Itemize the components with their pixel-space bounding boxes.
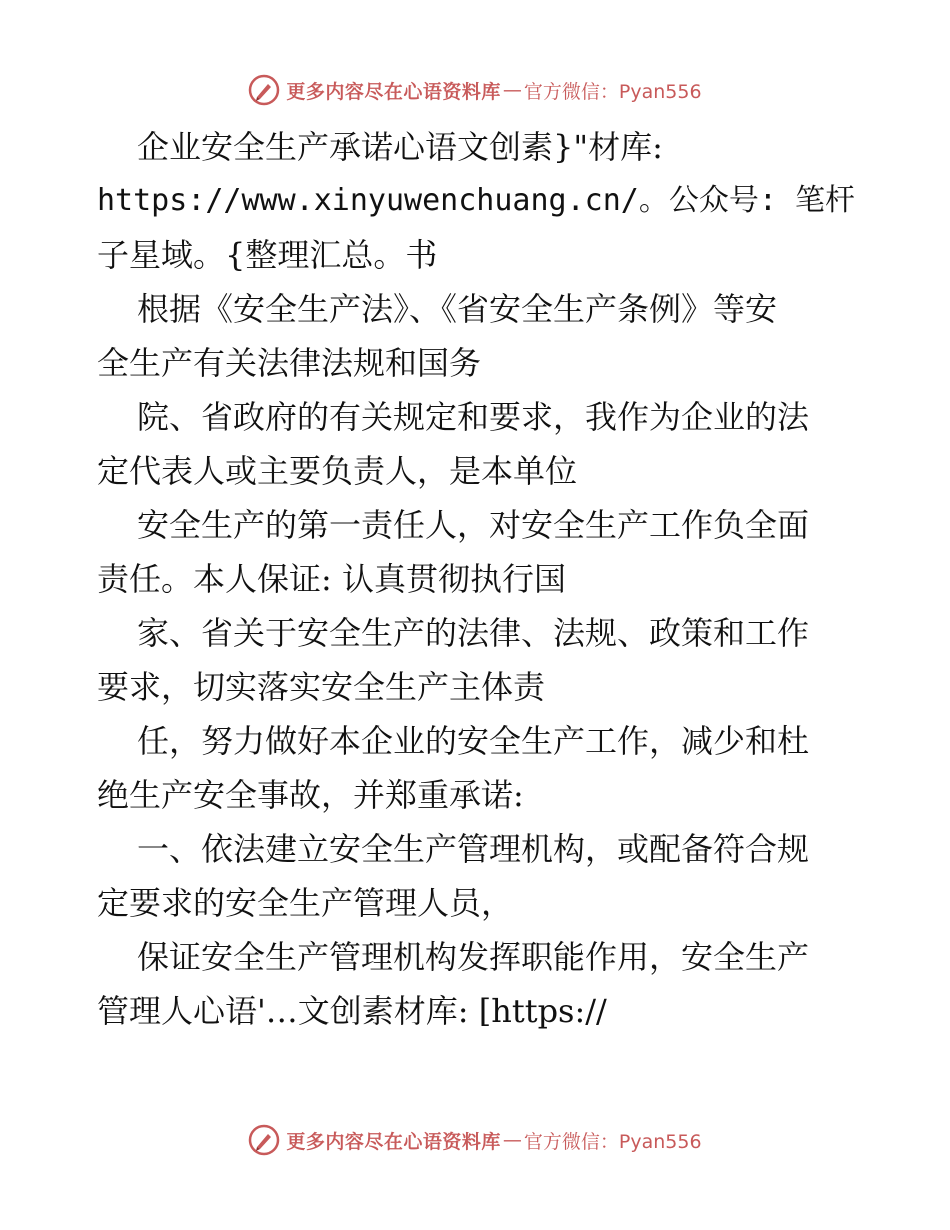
body-line: 根据《安全生产法》、《省安全生产条例》等安: [137, 290, 778, 328]
banner-promo-text: 更多内容尽在心语资料库: [286, 1130, 501, 1153]
body-line: 定代表人或主要负责人，是本单位: [97, 452, 578, 490]
body-line: 院、省政府的有关规定和要求，我作为企业的法: [137, 398, 810, 436]
body-line: 全生产有关法律法规和国务: [97, 344, 482, 382]
footer-banner: [0, 1120, 950, 1160]
body-line: 要求，切实落实安全生产主体责: [97, 668, 546, 706]
pen-circle-logo-icon: [248, 1124, 280, 1156]
header-banner: [0, 70, 950, 110]
document-body: [97, 120, 857, 1038]
banner-contact-text: 官方微信：Pyan556: [523, 80, 702, 103]
pen-circle-logo-icon: [248, 74, 280, 106]
body-line: 绝生产安全事故，并郑重承诺:: [97, 776, 524, 814]
body-line: 家、省关于安全生产的法律、法规、政策和工作: [137, 614, 810, 652]
banner-separator: —: [502, 79, 522, 101]
body-line: 子星域。{整理汇总。书: [97, 236, 438, 274]
banner-promo-text: 更多内容尽在心语资料库: [286, 80, 501, 103]
body-line: 管理人心语'…文创素材库: [https://: [97, 992, 607, 1030]
banner-separator: —: [502, 1129, 522, 1151]
body-line: https://www.xinyuwenchuang.cn/。公众号: 笔杆: [97, 183, 855, 218]
body-line: 安全生产的第一责任人，对安全生产工作负全面: [137, 506, 810, 544]
body-line: 一、依法建立安全生产管理机构，或配备符合规: [137, 830, 810, 868]
body-line: 定要求的安全生产管理人员，: [97, 884, 514, 922]
banner-contact-text: 官方微信：Pyan556: [523, 1130, 702, 1153]
body-line: 保证安全生产管理机构发挥职能作用，安全生产: [137, 938, 810, 976]
body-line: 企业安全生产承诺心语文创素}"材库:: [137, 128, 663, 166]
body-line: 任，努力做好本企业的安全生产工作，减少和杜: [137, 722, 810, 760]
body-line: 责任。本人保证: 认真贯彻执行国: [97, 560, 566, 598]
